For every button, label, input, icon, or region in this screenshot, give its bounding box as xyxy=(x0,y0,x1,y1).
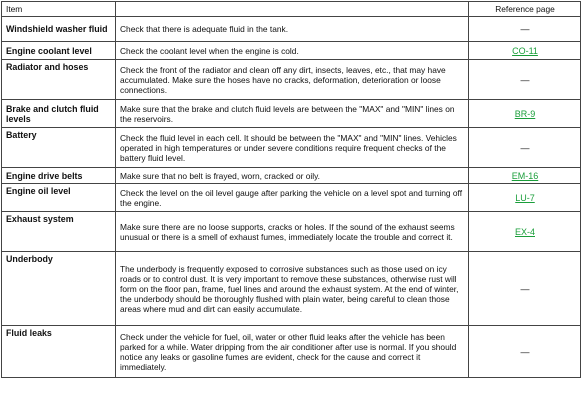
row-item: Battery xyxy=(2,128,116,168)
row-item: Radiator and hoses xyxy=(2,60,116,100)
table-row xyxy=(2,100,581,128)
row-reference: — xyxy=(469,128,581,168)
table-row xyxy=(2,128,581,168)
table-header-row xyxy=(2,2,581,17)
maintenance-inspection-table xyxy=(1,1,581,378)
table-row xyxy=(2,168,581,184)
row-item: Exhaust system xyxy=(2,212,116,252)
row-reference-cell xyxy=(469,100,581,128)
row-reference-cell xyxy=(469,212,581,252)
table-row xyxy=(2,60,581,100)
row-description: Check the coolant level when the engine is cold. xyxy=(116,42,469,60)
row-description: Check the level on the oil level gauge after parking the vehicle on a level spot and turning off the engine. xyxy=(116,184,469,212)
row-reference-cell xyxy=(469,168,581,184)
row-item: Windshield washer fluid xyxy=(2,17,116,42)
reference-link[interactable]: LU-7 xyxy=(515,192,535,203)
row-description: Check under the vehicle for fuel, oil, water or other fluid leaks after the vehicle has been parked for a while. Water dripping from the air conditioner after use is normal. If you should notice any leaks or gasoline fumes are evident, check for the cause and correct it immediately. xyxy=(116,326,469,378)
row-description: Make sure that the brake and clutch fluid levels are between the "MAX" and "MIN" lines on the reservoirs. xyxy=(116,100,469,128)
row-description: Make sure that no belt is frayed, worn, cracked or oily. xyxy=(116,168,469,184)
row-description: Make sure there are no loose supports, cracks or holes. If the sound of the exhaust seems unusual or there is a smell of exhaust fumes, immediately locate the trouble and correct it. xyxy=(116,212,469,252)
row-item: Underbody xyxy=(2,252,116,326)
row-item: Engine drive belts xyxy=(2,168,116,184)
row-reference-cell xyxy=(469,184,581,212)
row-description: Check the front of the radiator and clean off any dirt, insects, leaves, etc., that may have accumulated. Make sure the hoses have no cracks, deformation, deterioration or loose connections. xyxy=(116,60,469,100)
row-item: Engine oil level xyxy=(2,184,116,212)
row-reference-cell xyxy=(469,42,581,60)
table-row xyxy=(2,252,581,326)
table-row xyxy=(2,42,581,60)
row-reference: — xyxy=(469,252,581,326)
row-description: Check the fluid level in each cell. It should be between the "MAX" and "MIN" lines. Vehicles operated in high temperatures or under severe conditions require frequent checks of the battery fluid level. xyxy=(116,128,469,168)
row-reference: — xyxy=(469,17,581,42)
table-row xyxy=(2,184,581,212)
row-description: Check that there is adequate fluid in the tank. xyxy=(116,17,469,42)
reference-link[interactable]: BR-9 xyxy=(514,108,536,119)
row-reference: — xyxy=(469,60,581,100)
row-reference: — xyxy=(469,326,581,378)
header-item: Item xyxy=(2,2,116,17)
header-reference-page: Reference page xyxy=(469,2,581,17)
row-item: Engine coolant level xyxy=(2,42,116,60)
reference-link[interactable]: CO-11 xyxy=(512,45,538,56)
table-row xyxy=(2,212,581,252)
table-row xyxy=(2,326,581,378)
table-row xyxy=(2,17,581,42)
row-description: The underbody is frequently exposed to corrosive substances such as those used on icy roads or to control dust. It is very important to remove these substances, otherwise rust will form on the floor pan, frame, fuel lines and around the exhaust system. At the end of winter, the underbody should be thoroughly flushed with plain water, being careful to clean those areas where mud and dirt can easily accumulate. xyxy=(116,252,469,326)
reference-link[interactable]: EX-4 xyxy=(514,226,535,237)
header-description xyxy=(116,2,469,17)
row-item: Brake and clutch fluid levels xyxy=(2,100,116,128)
row-item: Fluid leaks xyxy=(2,326,116,378)
reference-link[interactable]: EM-16 xyxy=(511,170,539,181)
